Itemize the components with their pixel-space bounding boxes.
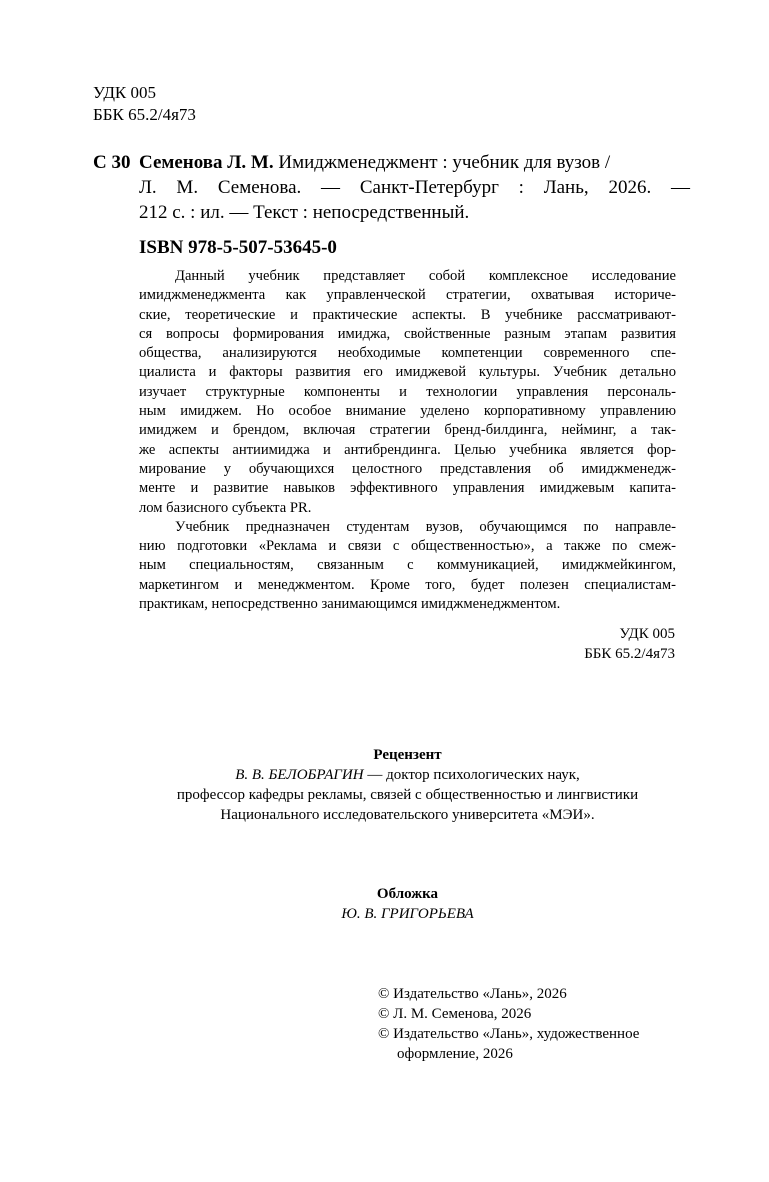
abstract-line: мирование у обучающихся целостного представления об имиджменедж- <box>139 460 676 477</box>
citation-line-1 <box>139 150 690 175</box>
copyright-line: оформление, 2026 <box>397 1046 513 1062</box>
abstract-line: маркетингом и менеджментом. Кроме того, будет полезен специалистам- <box>139 576 676 593</box>
copyright-line: © Издательство «Лань», 2026 <box>378 986 567 1002</box>
abstract-line: общества, анализируются необходимые компетенции современного спе- <box>139 345 676 362</box>
abstract-line: менте и развитие навыков эффективного управления имиджевым капита- <box>139 480 676 497</box>
reviewer-line-3: Национального исследовательского университета «МЭИ». <box>220 807 595 823</box>
bbk-code: ББК 65.2/4я73 <box>584 646 675 662</box>
citation-line-3: 212 с. : ил. — Текст : непосредственный. <box>139 202 470 223</box>
reviewer-credentials: — доктор психологических наук, <box>363 767 580 783</box>
udk-code: УДК 005 <box>93 83 157 102</box>
abstract-line: Учебник предназначен студентам вузов, обучающимся по направле- <box>175 518 676 535</box>
book-title: Имиджменеджмент : учебник для вузов / <box>273 152 611 173</box>
classification-codes-top <box>93 82 196 126</box>
abstract-line: изучает структурные компоненты и технологии управления персональ- <box>139 383 676 400</box>
citation-line-2: Л. М. Семенова. — Санкт-Петербург : Лань, 2026. — <box>139 177 690 198</box>
abstract-line: ным имиджем. Но особое внимание уделено корпоративному управлению <box>139 403 676 420</box>
abstract-line: лом базисного субъекта PR. <box>139 499 312 516</box>
abstract-line: практикам, непосредственно занимающимся имиджменеджментом. <box>139 596 561 613</box>
abstract-line: Данный учебник представляет собой комплексное исследование <box>175 268 676 284</box>
author-name: Семенова Л. М. <box>139 152 274 173</box>
abstract-line: имиджменеджмента как управленческой стратегии, охватывая историче- <box>139 287 676 304</box>
citation <box>139 150 690 225</box>
reviewer-block <box>139 745 676 825</box>
copyright-line: © Л. М. Семенова, 2026 <box>378 1006 532 1022</box>
bbk-code: ББК 65.2/4я73 <box>93 105 196 124</box>
reviewer-heading: Рецензент <box>373 747 442 763</box>
abstract-line: циалиста и факторы развития его имиджевой культуры. Учебник детально <box>139 364 676 381</box>
isbn: ISBN 978-5-507-53645-0 <box>139 237 337 258</box>
author-sign: С 30 <box>93 152 131 173</box>
abstract-line: нию подготовки «Реклама и связи с общественностью», а также по смеж- <box>139 538 676 555</box>
abstract <box>139 267 676 614</box>
cover-heading: Обложка <box>376 886 439 902</box>
cover-designer: Ю. В. ГРИГОРЬЕВА <box>341 906 474 922</box>
copyright-block <box>378 984 639 1064</box>
copyright-line: © Издательство «Лань», художественное <box>378 1026 640 1042</box>
abstract-line: имиджем и брендом, включая стратегии бренд-билдинга, нейминг, а так- <box>139 422 676 439</box>
reviewer-line-2: профессор кафедры рекламы, связей с общественностью и лингвистики <box>176 787 639 803</box>
abstract-line: ские, теоретические и практические аспекты. В учебнике рассматривают- <box>139 306 676 323</box>
abstract-line: ным специальностям, связанным с коммуникацией, имиджмейкингом, <box>139 557 676 574</box>
udk-code: УДК 005 <box>619 626 675 642</box>
classification-codes-bottom <box>584 624 675 664</box>
reviewer-line-1 <box>139 765 676 785</box>
abstract-line: ся вопросы формирования имиджа, свойственные разным этапам развития <box>139 325 676 342</box>
reviewer-name: В. В. БЕЛОБРАГИН <box>235 767 364 783</box>
cover-credit <box>139 884 676 924</box>
abstract-line: же аспекты антиимиджа и антибрендинга. Целью учебника является фор- <box>139 441 676 458</box>
